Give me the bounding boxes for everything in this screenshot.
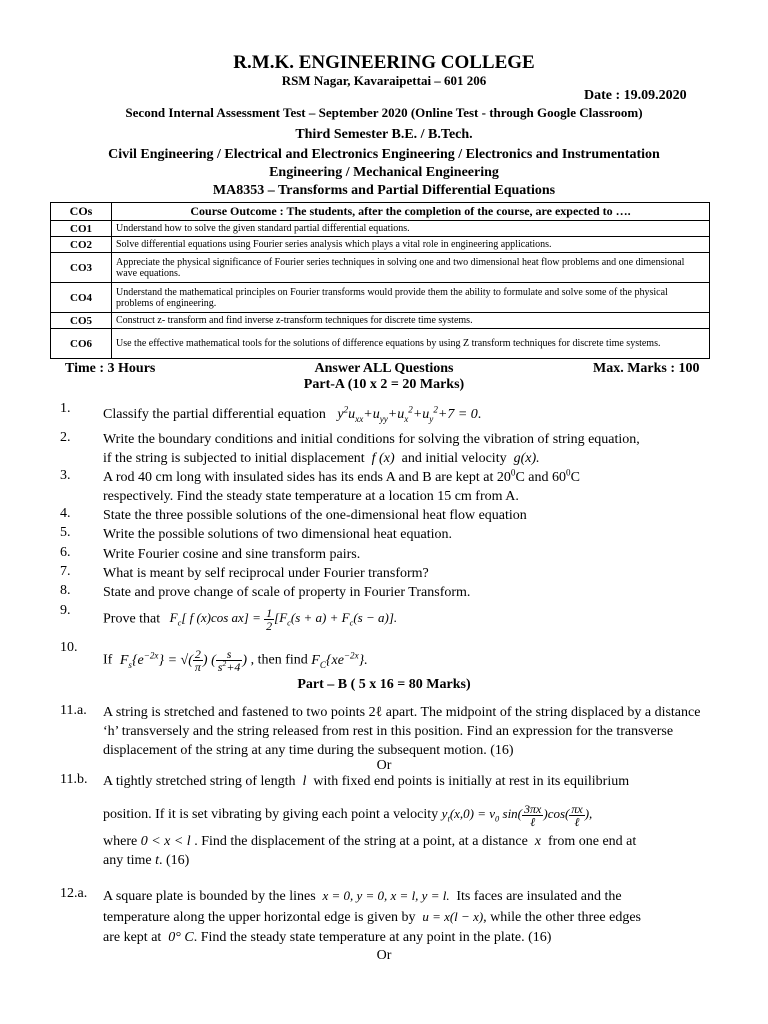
math-fc-target: $F_C\{xe^{-2x}\}$. xyxy=(311,650,368,670)
question-number: 11.a. xyxy=(60,703,87,718)
co-code: CO5 xyxy=(51,313,112,329)
math-velocity: $y_t(x,0) = v_0$ sin( $\frac{3\pi x}{\text{ℓ}}$ )cos( $\frac{\pi x}{\text{ℓ}}$ ), xyxy=(441,801,593,829)
question-8: State and prove change of scale of property in Fourier Transform. xyxy=(103,585,471,600)
question-text: . Find the displacement of the string at a point, at a distance xyxy=(194,834,528,849)
course-outcome-table xyxy=(50,202,710,359)
co-desc: Appreciate the physical significance of Fourier series techniques in solving one and two dimensional heat flow problems and one dimensional wave equations. xyxy=(112,253,710,283)
question-11b-line3 xyxy=(103,832,713,870)
question-text: position. If it is set vibrating by giving each point a velocity xyxy=(103,807,439,822)
cos-header: COs xyxy=(51,203,112,221)
co-code: CO2 xyxy=(51,237,112,253)
math-zero-celsius: 0° C xyxy=(164,930,194,945)
branches-line1: Civil Engineering / Electrical and Electronics Engineering / Electronics and Instrumentation xyxy=(108,147,660,162)
co-code: CO4 xyxy=(51,283,112,313)
question-5: Write the possible solutions of two dimensional heat equation. xyxy=(103,527,452,542)
part-b-heading: Part – B ( 5 x 16 = 80 Marks) xyxy=(297,677,471,692)
question-text: where xyxy=(103,834,138,849)
question-number: 5. xyxy=(60,525,71,540)
question-number: 2. xyxy=(60,430,71,445)
or-separator: Or xyxy=(376,948,392,963)
question-number: 10. xyxy=(60,640,78,655)
question-number: 3. xyxy=(60,468,71,483)
question-text: and initial velocity xyxy=(401,451,507,466)
question-text: , then find xyxy=(250,652,308,668)
question-number: 11.b. xyxy=(60,772,88,787)
math-edge-temp: u = x(l − x) xyxy=(419,909,484,924)
or-separator: Or xyxy=(376,758,392,773)
question-text: temperature along the upper horizontal edge is given by xyxy=(103,910,416,925)
co-code: CO3 xyxy=(51,253,112,283)
co-code: CO1 xyxy=(51,221,112,237)
co-desc: Understand the mathematical principles on Fourier transforms would provide them the ability to formulate and solve some of the physical problems of engineering. xyxy=(112,283,710,313)
question-11b-line2 xyxy=(103,801,713,828)
math-f-of-x: f (x) xyxy=(368,451,399,466)
max-marks: Max. Marks : 100 xyxy=(593,361,700,376)
math-boundary-lines: x = 0, y = 0, x = l, y = l. xyxy=(319,888,453,903)
question-7: What is meant by self reciprocal under Fourier transform? xyxy=(103,566,429,581)
question-text: are kept at xyxy=(103,930,162,945)
course-title: MA8353 – Transforms and Partial Differential Equations xyxy=(212,183,556,198)
co-desc: Construct z- transform and find inverse z-transform techniques for discrete time systems. xyxy=(112,313,710,329)
question-text: with fixed end points is initially at rest in its equilibrium xyxy=(313,774,630,789)
math-l: l xyxy=(298,774,310,789)
question-text: If xyxy=(103,652,113,668)
semester: Third Semester B.E. / B.Tech. xyxy=(295,127,473,142)
question-text: Classify the partial differential equation xyxy=(103,407,326,422)
math-x: x xyxy=(531,834,545,849)
question-number: 6. xyxy=(60,545,71,560)
question-text: A tightly stretched string of length xyxy=(103,774,296,789)
college-address: RSM Nagar, Kavaraipettai – 601 206 xyxy=(281,73,487,88)
question-1: Classify the partial differential equation $y^2u_{xx}+u_{yy}+u_x^2+u_y^2+7 = 0$. xyxy=(103,404,482,424)
math-t: t xyxy=(155,853,159,868)
table-row xyxy=(51,313,710,329)
question-text: A rod 40 cm long with insulated sides has its ends A and B are kept at 20 xyxy=(103,470,511,485)
question-number: 12.a. xyxy=(60,886,88,901)
question-text: if the string is subjected to initial displacement xyxy=(103,451,365,466)
table-row xyxy=(51,221,710,237)
table-row xyxy=(51,283,710,313)
question-number: 8. xyxy=(60,583,71,598)
question-10 xyxy=(103,648,713,673)
question-text: A square plate is bounded by the lines xyxy=(103,889,316,904)
question-number: 7. xyxy=(60,564,71,579)
co-desc: Use the effective mathematical tools for the solutions of difference equations by using Z transform techniques for discrete time systems. xyxy=(112,329,710,359)
table-header-row xyxy=(51,203,710,221)
table-row xyxy=(51,253,710,283)
math-fc-identity: $F_c$[ f (x)cos ax] = $\frac{1}{2}$ $[F_c(s + a) + F_c(s - a)]$. xyxy=(169,606,398,633)
question-11a: A string is stretched and fastened to two points 2ℓ apart. The midpoint of the string displaced by a distance ‘h’ transversely and the string released from rest in this position. Find an expression for the transverse displacement of the string at any time during the subsequent motion. (16) xyxy=(103,705,701,758)
exam-time: Time : 3 Hours xyxy=(65,361,156,376)
co-desc: Understand how to solve the given standard partial differential equations. xyxy=(112,221,710,237)
co-desc: Solve differential equations using Fourier series analysis which plays a vital role in engineering applications. xyxy=(112,237,710,253)
question-text: any time xyxy=(103,853,152,868)
instruction: Answer ALL Questions xyxy=(314,361,454,376)
question-number: 1. xyxy=(60,401,71,416)
math-fs-transform: $F_s\{e^{-2x}\}$ = √( $\frac{2}{\pi}$ ) ( $\frac{s}{s^2+4}$ ) xyxy=(119,647,248,674)
question-text: C and 60 xyxy=(515,470,567,485)
branches-line2: Engineering / Mechanical Engineering xyxy=(269,165,499,180)
question-9 xyxy=(103,607,713,632)
question-text: . (16) xyxy=(159,853,190,868)
question-4: State the three possible solutions of the one-dimensional heat flow equation xyxy=(103,508,527,523)
question-text: from one end at xyxy=(548,834,637,849)
question-12a xyxy=(103,886,713,948)
question-2 xyxy=(103,430,713,468)
question-text: . Find the steady state temperature at any point in the plate. (16) xyxy=(193,930,552,945)
college-name: R.M.K. ENGINEERING COLLEGE xyxy=(233,52,535,73)
question-6: Write Fourier cosine and sine transform pairs. xyxy=(103,547,361,562)
question-number: 4. xyxy=(60,506,71,521)
outcome-header: Course Outcome : The students, after the completion of the course, are expected to …. xyxy=(112,203,710,221)
question-text: Prove that xyxy=(103,611,161,627)
exam-date: Date : 19.09.2020 xyxy=(584,88,687,103)
question-text: , while the other three edges xyxy=(483,910,641,925)
co-code: CO6 xyxy=(51,329,112,359)
question-number: 9. xyxy=(60,603,71,618)
table-row xyxy=(51,329,710,359)
test-title: Second Internal Assessment Test – September 2020 (Online Test - through Google Classroom) xyxy=(125,105,643,120)
question-3: A rod 40 cm long with insulated sides has its ends A and B are kept at $20^0C$ and $60^0C$ respectively. Find the steady state temperature at a location 15 cm from A. xyxy=(103,467,580,504)
table-row xyxy=(51,237,710,253)
question-text: respectively. Find the steady state temperature at a location 15 cm from A. xyxy=(103,489,519,504)
question-text: Its faces are insulated and the xyxy=(456,889,622,904)
question-text: C xyxy=(570,470,580,485)
math-range: 0 < x < l xyxy=(140,834,191,849)
pde-equation: $y^2u_{xx}+u_{yy}+u_x^2+u_y^2+7 = 0$ xyxy=(337,404,478,424)
math-g-of-x: g(x). xyxy=(510,451,540,466)
question-text: Write the boundary conditions and initial conditions for solving the vibration of string equation, xyxy=(103,432,640,447)
question-11b xyxy=(103,772,713,791)
part-a-heading: Part-A (10 x 2 = 20 Marks) xyxy=(303,377,465,392)
